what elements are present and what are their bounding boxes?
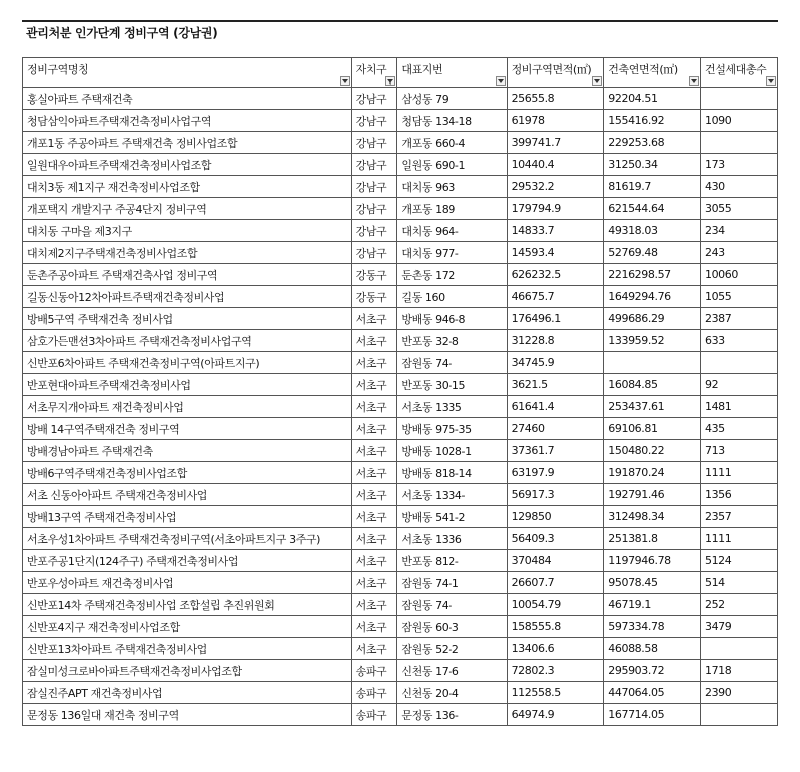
cell-lot-number[interactable]: 잠원동 74-1 (397, 572, 507, 594)
cell-floor-area[interactable]: 69106.81 (604, 418, 701, 440)
cell-borough[interactable]: 강남구 (351, 242, 397, 264)
column-header-lot-number (397, 58, 507, 88)
cell-zone-area[interactable]: 10054.79 (507, 594, 604, 616)
cell-household-count[interactable]: 173 (700, 154, 777, 176)
column-header-household-count (700, 58, 777, 88)
table-row[interactable] (23, 506, 778, 528)
cell-district-name[interactable]: 잠실미성크로바아파트주택재건축정비사업조합 (23, 660, 352, 682)
cell-household-count[interactable]: 1055 (700, 286, 777, 308)
dropdown-arrow-icon (768, 79, 774, 83)
column-header-borough (351, 58, 397, 88)
cell-lot-number[interactable]: 서초동 1334- (397, 484, 507, 506)
dropdown-arrow-icon (498, 79, 504, 83)
cell-household-count[interactable]: 10060 (700, 264, 777, 286)
cell-lot-number[interactable]: 둔촌동 172 (397, 264, 507, 286)
cell-district-name[interactable]: 방배 14구역주택재건축 정비구역 (23, 418, 352, 440)
cell-zone-area[interactable]: 129850 (507, 506, 604, 528)
column-header-label: 대표지번 (401, 63, 443, 76)
cell-floor-area[interactable]: 192791.46 (604, 484, 701, 506)
cell-district-name[interactable]: 길동신동아12차아파트주택재건축정비사업 (23, 286, 352, 308)
cell-household-count[interactable] (700, 704, 777, 726)
table-row[interactable] (23, 396, 778, 418)
cell-borough[interactable]: 서초구 (351, 418, 397, 440)
table-row[interactable] (23, 440, 778, 462)
table-row[interactable] (23, 528, 778, 550)
cell-floor-area[interactable]: 597334.78 (604, 616, 701, 638)
table-row[interactable] (23, 220, 778, 242)
table-row[interactable] (23, 198, 778, 220)
column-header-label: 정비구역면적(㎡) (511, 63, 592, 76)
cell-borough[interactable]: 서초구 (351, 572, 397, 594)
cell-household-count[interactable]: 3479 (700, 616, 777, 638)
cell-lot-number[interactable]: 신천동 17-6 (397, 660, 507, 682)
cell-borough[interactable]: 송파구 (351, 682, 397, 704)
cell-floor-area[interactable]: 447064.05 (604, 682, 701, 704)
table-row[interactable] (23, 374, 778, 396)
title-rule (22, 20, 778, 22)
table-row[interactable] (23, 352, 778, 374)
cell-district-name[interactable]: 홍실아파트 주택재건축 (23, 88, 352, 110)
cell-floor-area[interactable]: 46088.58 (604, 638, 701, 660)
table-row[interactable] (23, 88, 778, 110)
table-row[interactable] (23, 462, 778, 484)
cell-zone-area[interactable]: 10440.4 (507, 154, 604, 176)
cell-lot-number[interactable]: 방배동 975-35 (397, 418, 507, 440)
cell-lot-number[interactable]: 대치동 964- (397, 220, 507, 242)
cell-district-name[interactable]: 청담삼익아파트주택재건축정비사업구역 (23, 110, 352, 132)
cell-borough[interactable]: 강동구 (351, 264, 397, 286)
cell-zone-area[interactable]: 25655.8 (507, 88, 604, 110)
cell-district-name[interactable]: 신반포4지구 재건축정비사업조합 (23, 616, 352, 638)
cell-borough[interactable]: 송파구 (351, 660, 397, 682)
cell-borough[interactable]: 강남구 (351, 176, 397, 198)
cell-borough[interactable]: 강동구 (351, 286, 397, 308)
cell-district-name[interactable]: 잠실진주APT 재건축정비사업 (23, 682, 352, 704)
cell-borough[interactable]: 서초구 (351, 308, 397, 330)
cell-district-name[interactable]: 반포주공1단지(124주구) 주택재건축정비사업 (23, 550, 352, 572)
cell-household-count[interactable] (700, 88, 777, 110)
header-row (23, 58, 778, 88)
cell-zone-area[interactable]: 56409.3 (507, 528, 604, 550)
cell-floor-area[interactable]: 312498.34 (604, 506, 701, 528)
table-row[interactable] (23, 616, 778, 638)
cell-district-name[interactable]: 서초 신동아아파트 주택재건축정비사업 (23, 484, 352, 506)
cell-lot-number[interactable]: 잠원동 60-3 (397, 616, 507, 638)
cell-lot-number[interactable]: 서초동 1336 (397, 528, 507, 550)
cell-district-name[interactable]: 일원대우아파트주택재건축정비사업조합 (23, 154, 352, 176)
cell-zone-area[interactable]: 46675.7 (507, 286, 604, 308)
cell-zone-area[interactable]: 72802.3 (507, 660, 604, 682)
cell-lot-number[interactable]: 신천동 20-4 (397, 682, 507, 704)
cell-lot-number[interactable]: 삼성동 79 (397, 88, 507, 110)
cell-lot-number[interactable]: 방배동 818-14 (397, 462, 507, 484)
table-row[interactable] (23, 110, 778, 132)
cell-lot-number[interactable]: 대치동 977- (397, 242, 507, 264)
filter-button-borough[interactable] (385, 76, 395, 86)
cell-borough[interactable]: 강남구 (351, 88, 397, 110)
cell-floor-area[interactable]: 49318.03 (604, 220, 701, 242)
cell-household-count[interactable]: 633 (700, 330, 777, 352)
cell-zone-area[interactable]: 179794.9 (507, 198, 604, 220)
column-header-zone-area (507, 58, 604, 88)
cell-zone-area[interactable]: 13406.6 (507, 638, 604, 660)
cell-lot-number[interactable]: 길동 160 (397, 286, 507, 308)
cell-district-name[interactable]: 반포현대아파트주택재건축정비사업 (23, 374, 352, 396)
cell-borough[interactable]: 강남구 (351, 110, 397, 132)
cell-floor-area[interactable]: 621544.64 (604, 198, 701, 220)
cell-district-name[interactable]: 방배6구역주택재건축정비사업조합 (23, 462, 352, 484)
cell-lot-number[interactable]: 잠원동 52-2 (397, 638, 507, 660)
cell-borough[interactable]: 강남구 (351, 154, 397, 176)
cell-household-count[interactable]: 252 (700, 594, 777, 616)
cell-floor-area[interactable]: 251381.8 (604, 528, 701, 550)
cell-zone-area[interactable]: 14593.4 (507, 242, 604, 264)
table-row[interactable] (23, 418, 778, 440)
cell-lot-number[interactable]: 개포동 660-4 (397, 132, 507, 154)
filter-active-icon (387, 79, 393, 85)
dropdown-arrow-icon (691, 79, 697, 83)
cell-zone-area[interactable]: 61978 (507, 110, 604, 132)
cell-zone-area[interactable]: 63197.9 (507, 462, 604, 484)
cell-household-count[interactable]: 1090 (700, 110, 777, 132)
column-header-label: 자치구 (355, 63, 387, 76)
column-header-label: 건설세대총수 (704, 63, 767, 76)
cell-district-name[interactable]: 문정동 136일대 재건축 정비구역 (23, 704, 352, 726)
cell-zone-area[interactable]: 64974.9 (507, 704, 604, 726)
cell-zone-area[interactable]: 626232.5 (507, 264, 604, 286)
cell-district-name[interactable]: 대치동 구마을 제3지구 (23, 220, 352, 242)
redevelopment-table (22, 57, 778, 726)
cell-zone-area[interactable]: 31228.8 (507, 330, 604, 352)
cell-household-count[interactable]: 2357 (700, 506, 777, 528)
cell-borough[interactable]: 서초구 (351, 396, 397, 418)
table-row[interactable] (23, 594, 778, 616)
cell-floor-area[interactable]: 499686.29 (604, 308, 701, 330)
table-row[interactable] (23, 682, 778, 704)
cell-household-count[interactable]: 514 (700, 572, 777, 594)
cell-floor-area[interactable]: 16084.85 (604, 374, 701, 396)
cell-household-count[interactable]: 92 (700, 374, 777, 396)
cell-borough[interactable]: 서초구 (351, 462, 397, 484)
cell-district-name[interactable]: 둔촌주공아파트 주택재건축사업 정비구역 (23, 264, 352, 286)
cell-household-count[interactable]: 435 (700, 418, 777, 440)
table-row[interactable] (23, 132, 778, 154)
table-row[interactable] (23, 308, 778, 330)
cell-borough[interactable]: 강남구 (351, 132, 397, 154)
cell-district-name[interactable]: 대치제2지구주택재건축정비사업조합 (23, 242, 352, 264)
cell-household-count[interactable]: 3055 (700, 198, 777, 220)
cell-household-count[interactable]: 2390 (700, 682, 777, 704)
cell-borough[interactable]: 강남구 (351, 220, 397, 242)
cell-household-count[interactable]: 243 (700, 242, 777, 264)
cell-borough[interactable]: 서초구 (351, 330, 397, 352)
cell-household-count[interactable]: 1111 (700, 462, 777, 484)
cell-household-count[interactable]: 234 (700, 220, 777, 242)
cell-floor-area[interactable]: 95078.45 (604, 572, 701, 594)
cell-lot-number[interactable]: 청담동 134-18 (397, 110, 507, 132)
cell-lot-number[interactable]: 서초동 1335 (397, 396, 507, 418)
cell-lot-number[interactable]: 개포동 189 (397, 198, 507, 220)
table-row[interactable] (23, 660, 778, 682)
cell-district-name[interactable]: 방배5구역 주택재건축 정비사업 (23, 308, 352, 330)
cell-borough[interactable]: 서초구 (351, 484, 397, 506)
cell-lot-number[interactable]: 반포동 30-15 (397, 374, 507, 396)
column-header-floor-area (604, 58, 701, 88)
cell-floor-area[interactable]: 133959.52 (604, 330, 701, 352)
cell-borough[interactable]: 서초구 (351, 374, 397, 396)
cell-household-count[interactable]: 430 (700, 176, 777, 198)
cell-floor-area[interactable]: 2216298.57 (604, 264, 701, 286)
cell-zone-area[interactable]: 399741.7 (507, 132, 604, 154)
cell-district-name[interactable]: 개포1동 주공아파트 주택재건축 정비사업조합 (23, 132, 352, 154)
cell-household-count[interactable]: 713 (700, 440, 777, 462)
cell-floor-area[interactable]: 229253.68 (604, 132, 701, 154)
cell-district-name[interactable]: 신반포6차아파트 주택재건축정비구역(아파트지구) (23, 352, 352, 374)
cell-household-count[interactable] (700, 638, 777, 660)
cell-zone-area[interactable]: 29532.2 (507, 176, 604, 198)
cell-borough[interactable]: 서초구 (351, 528, 397, 550)
cell-floor-area[interactable]: 167714.05 (604, 704, 701, 726)
cell-zone-area[interactable]: 370484 (507, 550, 604, 572)
cell-district-name[interactable]: 서초무지개아파트 재건축정비사업 (23, 396, 352, 418)
table-row[interactable] (23, 550, 778, 572)
cell-floor-area[interactable]: 52769.48 (604, 242, 701, 264)
cell-borough[interactable]: 서초구 (351, 550, 397, 572)
cell-household-count[interactable]: 2387 (700, 308, 777, 330)
table-row[interactable] (23, 154, 778, 176)
cell-zone-area[interactable]: 3621.5 (507, 374, 604, 396)
table-row[interactable] (23, 572, 778, 594)
cell-lot-number[interactable]: 반포동 812- (397, 550, 507, 572)
filter-button-district-name[interactable] (340, 76, 350, 86)
cell-district-name[interactable]: 대치3동 제1지구 재건축정비사업조합 (23, 176, 352, 198)
table-row[interactable] (23, 264, 778, 286)
table-row[interactable] (23, 638, 778, 660)
column-header-label: 정비구역명칭 (27, 63, 89, 76)
cell-zone-area[interactable]: 27460 (507, 418, 604, 440)
cell-zone-area[interactable]: 158555.8 (507, 616, 604, 638)
cell-borough[interactable]: 서초구 (351, 594, 397, 616)
table-row[interactable] (23, 484, 778, 506)
cell-floor-area[interactable]: 92204.51 (604, 88, 701, 110)
cell-household-count[interactable]: 1356 (700, 484, 777, 506)
cell-borough[interactable]: 서초구 (351, 352, 397, 374)
page-title: 관리처분 인가단계 정비구역 (강남권) (26, 26, 218, 40)
cell-household-count[interactable]: 5124 (700, 550, 777, 572)
column-header-district-name (23, 58, 352, 88)
cell-district-name[interactable]: 신반포14차 주택재건축정비사업 조합설립 추진위원회 (23, 594, 352, 616)
cell-borough[interactable]: 서초구 (351, 440, 397, 462)
filter-button-floor-area[interactable] (689, 76, 699, 86)
cell-lot-number[interactable]: 방배동 1028-1 (397, 440, 507, 462)
cell-borough[interactable]: 송파구 (351, 704, 397, 726)
cell-borough[interactable]: 강남구 (351, 198, 397, 220)
cell-district-name[interactable]: 개포택지 개발지구 주공4단지 정비구역 (23, 198, 352, 220)
cell-household-count[interactable]: 1718 (700, 660, 777, 682)
cell-zone-area[interactable]: 26607.7 (507, 572, 604, 594)
cell-borough[interactable]: 서초구 (351, 506, 397, 528)
column-header-label: 건축연면적(㎡) (608, 63, 678, 76)
cell-district-name[interactable]: 서초우성1차아파트 주택재건축정비구역(서초아파트지구 3주구) (23, 528, 352, 550)
table-row[interactable] (23, 330, 778, 352)
filter-button-household-count[interactable] (766, 76, 776, 86)
cell-zone-area[interactable]: 14833.7 (507, 220, 604, 242)
cell-zone-area[interactable]: 37361.7 (507, 440, 604, 462)
cell-floor-area[interactable]: 31250.34 (604, 154, 701, 176)
cell-district-name[interactable]: 방배13구역 주택재건축정비사업 (23, 506, 352, 528)
table-row[interactable] (23, 176, 778, 198)
table-row[interactable] (23, 704, 778, 726)
cell-district-name[interactable]: 삼호가든맨션3차아파트 주택재건축정비사업구역 (23, 330, 352, 352)
cell-household-count[interactable]: 1111 (700, 528, 777, 550)
cell-floor-area[interactable]: 150480.22 (604, 440, 701, 462)
cell-lot-number[interactable]: 방배동 541-2 (397, 506, 507, 528)
cell-zone-area[interactable]: 34745.9 (507, 352, 604, 374)
filter-button-lot-number[interactable] (496, 76, 506, 86)
cell-zone-area[interactable]: 112558.5 (507, 682, 604, 704)
cell-floor-area[interactable]: 46719.1 (604, 594, 701, 616)
cell-household-count[interactable] (700, 132, 777, 154)
filter-button-zone-area[interactable] (592, 76, 602, 86)
cell-zone-area[interactable]: 176496.1 (507, 308, 604, 330)
cell-lot-number[interactable]: 문정동 136- (397, 704, 507, 726)
cell-floor-area[interactable]: 81619.7 (604, 176, 701, 198)
dropdown-arrow-icon (594, 79, 600, 83)
cell-household-count[interactable] (700, 352, 777, 374)
cell-lot-number[interactable]: 대치동 963 (397, 176, 507, 198)
cell-floor-area[interactable]: 1197946.78 (604, 550, 701, 572)
cell-lot-number[interactable]: 잠원동 74- (397, 352, 507, 374)
cell-floor-area[interactable]: 253437.61 (604, 396, 701, 418)
cell-zone-area[interactable]: 56917.3 (507, 484, 604, 506)
cell-floor-area[interactable]: 191870.24 (604, 462, 701, 484)
cell-floor-area[interactable]: 1649294.76 (604, 286, 701, 308)
dropdown-arrow-icon (342, 79, 348, 83)
cell-district-name[interactable]: 반포우성아파트 재건축정비사업 (23, 572, 352, 594)
table-body (23, 88, 778, 726)
cell-borough[interactable]: 서초구 (351, 638, 397, 660)
cell-borough[interactable]: 서초구 (351, 616, 397, 638)
cell-floor-area[interactable] (604, 352, 701, 374)
cell-district-name[interactable]: 신반포13차아파트 주택재건축정비사업 (23, 638, 352, 660)
cell-household-count[interactable]: 1481 (700, 396, 777, 418)
table-row[interactable] (23, 286, 778, 308)
cell-district-name[interactable]: 방배경남아파트 주택재건축 (23, 440, 352, 462)
cell-lot-number[interactable]: 잠원동 74- (397, 594, 507, 616)
cell-zone-area[interactable]: 61641.4 (507, 396, 604, 418)
cell-lot-number[interactable]: 일원동 690-1 (397, 154, 507, 176)
cell-floor-area[interactable]: 155416.92 (604, 110, 701, 132)
cell-floor-area[interactable]: 295903.72 (604, 660, 701, 682)
cell-lot-number[interactable]: 반포동 32-8 (397, 330, 507, 352)
cell-lot-number[interactable]: 방배동 946-8 (397, 308, 507, 330)
table-row[interactable] (23, 242, 778, 264)
